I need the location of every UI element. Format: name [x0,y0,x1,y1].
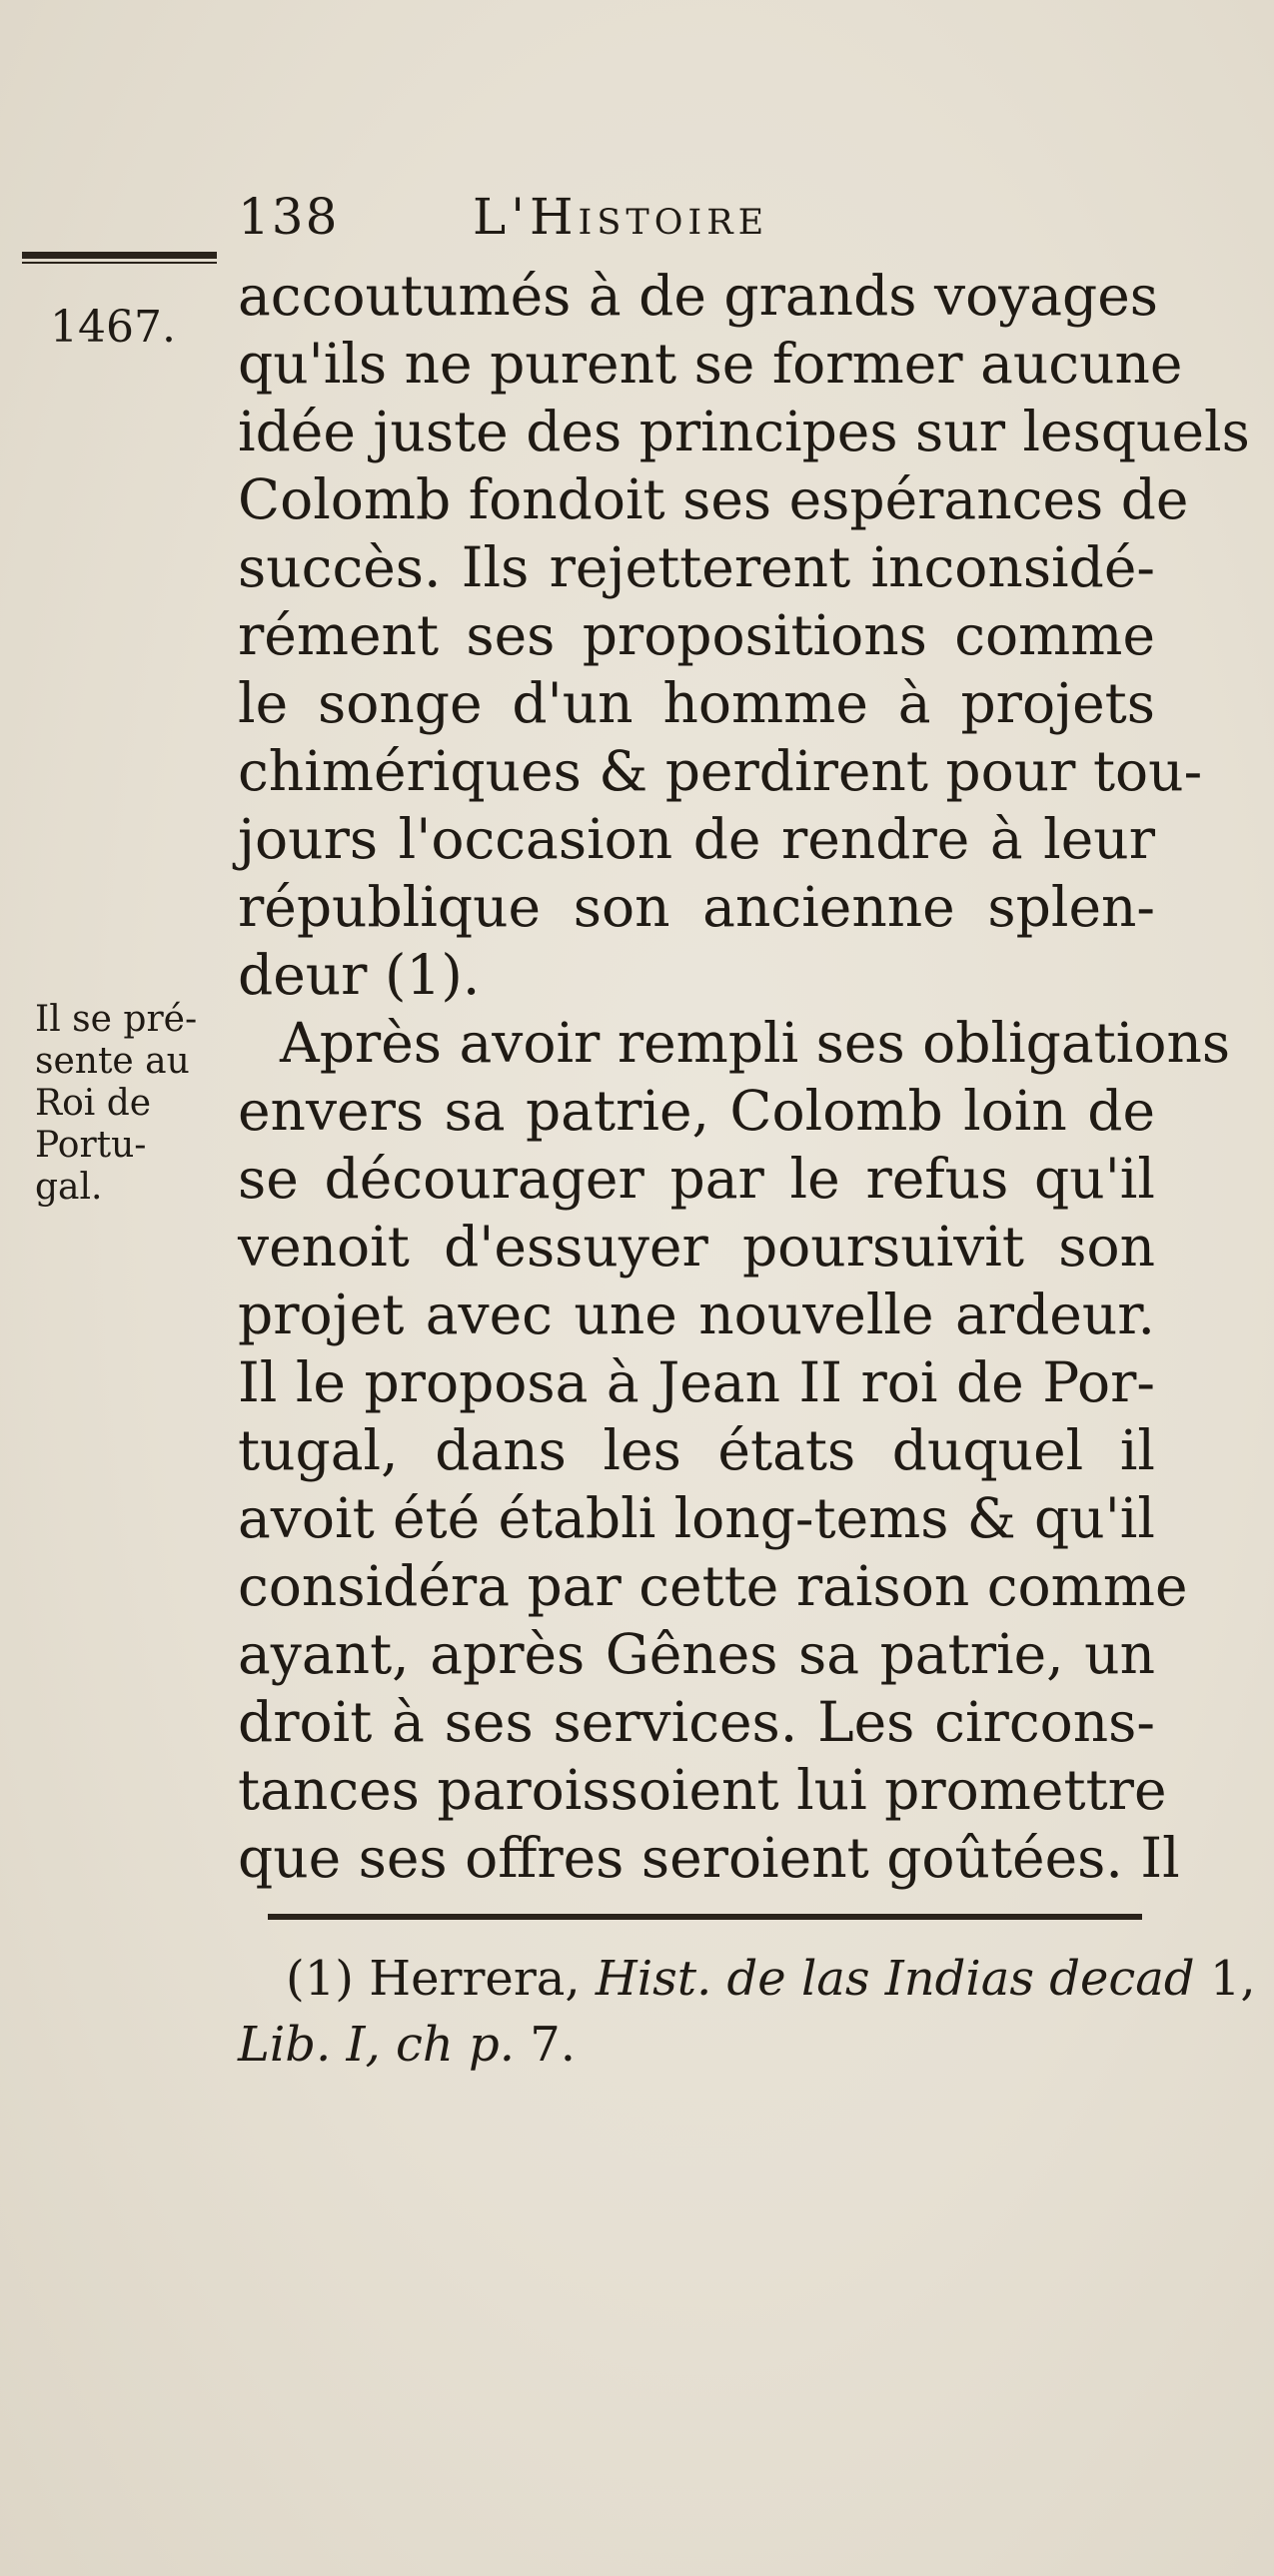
page-number: 138 [238,188,340,246]
footnote-line [238,2012,1155,2078]
margin-year: 1467. [50,302,176,353]
text-line: avoit été établi long-tems & qu'il [238,1486,1155,1550]
text-line: république son ancienne splen- [238,875,1155,939]
text-line: qu'ils ne purent se former aucune [238,332,1183,396]
text-line: tugal, dans les états duquel il [238,1418,1155,1482]
text-line: venoit d'essuyer poursuivit son [238,1215,1155,1279]
footnote-ref: Lib. I [238,2017,366,2073]
sidenote-line: Roi de [35,1083,152,1124]
margin-rule-thin [22,262,217,264]
text-line: Il le proposa à Jean II roi de Por- [238,1350,1155,1414]
text-line: le songe d'un homme à projets [238,671,1155,735]
text-line: rément ses propositions comme [238,603,1155,667]
footnote-ref: p. [469,2017,515,2073]
text-line: considéra par cette raison comme [238,1554,1188,1618]
margin-rule [22,252,217,259]
footnote-rule [268,1914,1142,1920]
running-header [238,188,877,258]
sidenote [35,999,225,1209]
text-line: accoutumés à de grands voyages [238,264,1159,328]
footnote-work: Hist. de las Indias decad [595,1951,1195,2007]
sidenote-line: sente au [35,1041,190,1082]
text-line: tances paroissoient lui promettre [238,1758,1167,1822]
footnote-ref: 7. [530,2017,577,2073]
text-line: succès. Ils rejetterent inconsidé- [238,535,1155,599]
sidenote-line: Il se pré- [35,999,198,1040]
text-line: ayant, après Gênes sa patrie, un [238,1622,1155,1686]
text-line: deur (1). [238,943,481,1007]
text-line: envers sa patrie, Colomb loin de [238,1079,1155,1143]
text-line: chimériques & perdirent pour tou- [238,739,1203,803]
text-line: projet avec une nouvelle ardeur. [238,1283,1155,1346]
sidenote-line: Portu- [35,1125,147,1166]
paragraph-1 [238,262,1250,1009]
footnote [238,1946,1256,2078]
footnote-ref: , ch [365,2017,454,2073]
text-line: jours l'occasion de rendre à leur [238,807,1155,871]
footnote-marker: (1) Herrera, [286,1951,581,2007]
text-line: Colomb fondoit ses espérances de [238,467,1189,531]
text-line: droit à ses services. Les circons- [238,1690,1155,1754]
footnote-volume: 1, [1209,1951,1256,2007]
footnote-line [238,1946,1256,2012]
body-text [238,262,1250,1892]
running-title: L'Histoire [473,188,769,246]
text-line: se décourager par le refus qu'il [238,1147,1155,1211]
paragraph-2 [238,1009,1231,1892]
text-line: Après avoir rempli ses obligations [280,1011,1231,1075]
sidenote-line: gal. [35,1167,103,1208]
text-line: idée juste des principes sur lesquels [238,400,1250,463]
text-line: que ses offres seroient goûtées. Il [238,1826,1180,1890]
